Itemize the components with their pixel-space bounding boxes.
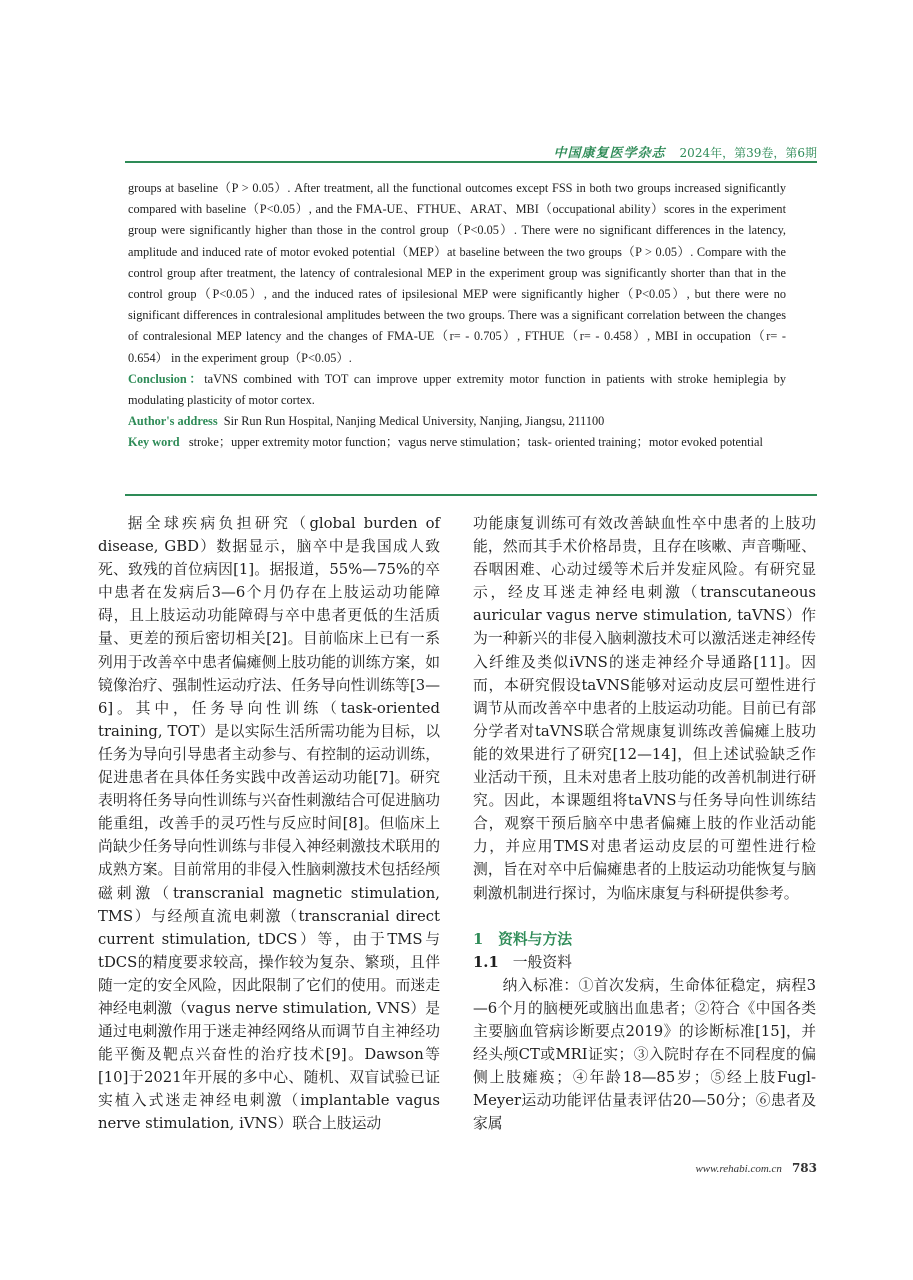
subsection-number: 1.1 [473, 953, 499, 971]
section-heading: 1 资料与方法 [473, 930, 573, 948]
intro-paragraph-1: 据全球疾病负担研究（global burden of disease, GBD）数据显示，脑卒中是我国成人致死、致残的首位病因[1]。据报道，55%—75%的卒中患者在发病后3—6个月仍存在上肢运动功能障碍，且上肢运动功能障碍与卒中患者更低的生活质量、更差的预后密切相关[2]。目前临床上已有一系列用于改善卒中患者偏瘫侧上肢功能的训练方案，如镜像治疗、强制性运动疗法、任务导向性训练等[3—6]。其中，任务导向性训练（task-oriented training, TOT）是以实际生活所需功能为目标，以任务为导向引导患者主动参与、有控制的运动训练，促进患者在具体任务实践中改善运动功能[7]。研究表明将任务导向性训练与兴奋性刺激结合可促进脑功能重组，改善手的灵巧性与反应时间[8]。但临床上尚缺少任务导向性训练与非侵入神经刺激技术联用的成熟方案。目前常用的非侵入性脑刺激技术包括经颅磁刺激（transcranial magnetic stimulation, TMS）与经颅直流电刺激（transcranial direct current stimulation, tDCS）等，由于TMS与tDCS的精度要求较高，操作较为复杂、繁琐，且伴随一定的安全风险，因此限制了它们的使用。而迷走神经电刺激（vagus nerve stimulation, VNS）是通过电刺激作用于迷走神经网络从而调节自主神经功能平衡及靶点兴奋性的治疗技术[9]。Dawson等[10]于2021年开展的多中心、随机、双盲试验已证实植入式迷走神经电刺激（implantable vagus nerve stimulation, iVNS）联合上肢运动 [98, 515, 440, 1133]
keywords-label: Key word [128, 435, 180, 450]
running-header [125, 142, 817, 161]
address-text: Sir Run Run Hospital, Nanjing Medical University, Nanjing, Jiangsu, 211100 [223, 414, 605, 429]
journal-name: 中国康复医学杂志 [553, 146, 666, 161]
english-abstract [128, 178, 786, 454]
abstract-conclusion [128, 369, 786, 411]
subsection-title: 一般资料 [512, 953, 572, 971]
inclusion-criteria: 纳入标准：①首次发病，生命体征稳定，病程3—6个月的脑梗死或脑出血患者；②符合《中国各类主要脑血管病诊断要点2019》的诊断标准[15]，并经头颅CT或MRI证实；③入院时存在不同程度的偏侧上肢瘫痪；④年龄18—85岁；⑤经上肢Fugl-Meyer运动功能评估量表评估20—50分；⑥患者及家属 [473, 976, 816, 1133]
author-address [128, 411, 786, 432]
page-number: 783 [791, 1161, 817, 1175]
keywords [128, 432, 786, 453]
subsection-heading [473, 951, 816, 974]
footer-url: www.rehabi.com.cn [695, 1163, 782, 1175]
issue-info: 2024年，第39卷，第6期 [679, 146, 817, 160]
header-rule [125, 161, 817, 163]
conclusion-text: taVNS combined with TOT can improve upper extremity motor function in patients with stroke hemiplegia by modulating plasticity of motor cortex. [128, 371, 786, 408]
left-column [98, 512, 440, 1136]
abstract-results: groups at baseline（P > 0.05）. After treatment, all the functional outcomes except FSS in both two groups increased significantly compared with baseline（P<0.05）, and the FMA-UE、FTHUE、ARAT、MBI（occupational ability）scores in the experiment group were significantly higher than those in the control group（P<0.05）. There were no significant differences in the latency, amplitude and induced rate of motor evoked potential（MEP）at baseline between the two groups（P > 0.05）. Compare with the control group after treatment, the latency of contralesional MEP in the experiment group was significantly shorter than that in the control group（P<0.05）, and the induced rates of ipsilesional MEP were significantly higher（P<0.05）, but there were no significant differences in contralesional amplitudes between the two groups. There was a significant correlation between the changes of contralesional MEP latency and the changes of FMA-UE（r= - 0.705）, FTHUE（r= - 0.458）, MBI in occupation（r= - 0.654） in the experiment group（P<0.05）. [128, 181, 786, 365]
keywords-text: stroke；upper extremity motor function；vagus nerve stimulation；task- oriented training；motor evoked potential [188, 435, 763, 450]
abstract-rule [125, 494, 817, 496]
conclusion-label: Conclusion： [128, 371, 205, 386]
address-label: Author's address [128, 414, 218, 429]
page-footer [600, 1161, 817, 1175]
right-column [473, 512, 816, 1135]
intro-paragraph-2: 功能康复训练可有效改善缺血性卒中患者的上肢功能，然而其手术价格昂贵，且存在咳嗽、声音嘶哑、吞咽困难、心动过缓等术后并发症风险。有研究显示，经皮耳迷走神经电刺激（transcutaneous auricular vagus nerve stimulation, taVNS）作为一种新兴的非侵入脑刺激技术可以激活迷走神经传入纤维及类似iVNS的迷走神经介导通路[11]。因而，本研究假设taVNS能够对运动皮层可塑性进行调节从而改善卒中患者的上肢运动功能。目前已有部分学者对taVNS联合常规康复训练改善偏瘫上肢功能的效果进行了研究[12—14]，但上述试验缺乏作业活动干预，且未对患者上肢功能的改善机制进行研究。因此，本课题组将taVNS与任务导向性训练结合，观察干预后脑卒中患者偏瘫上肢的作业活动能力，并应用TMS对患者运动皮层的可塑性进行检测，旨在对卒中后偏瘫患者的上肢运动功能恢复与脑刺激机制进行探讨，为临床康复与科研提供参考。 [473, 515, 816, 902]
